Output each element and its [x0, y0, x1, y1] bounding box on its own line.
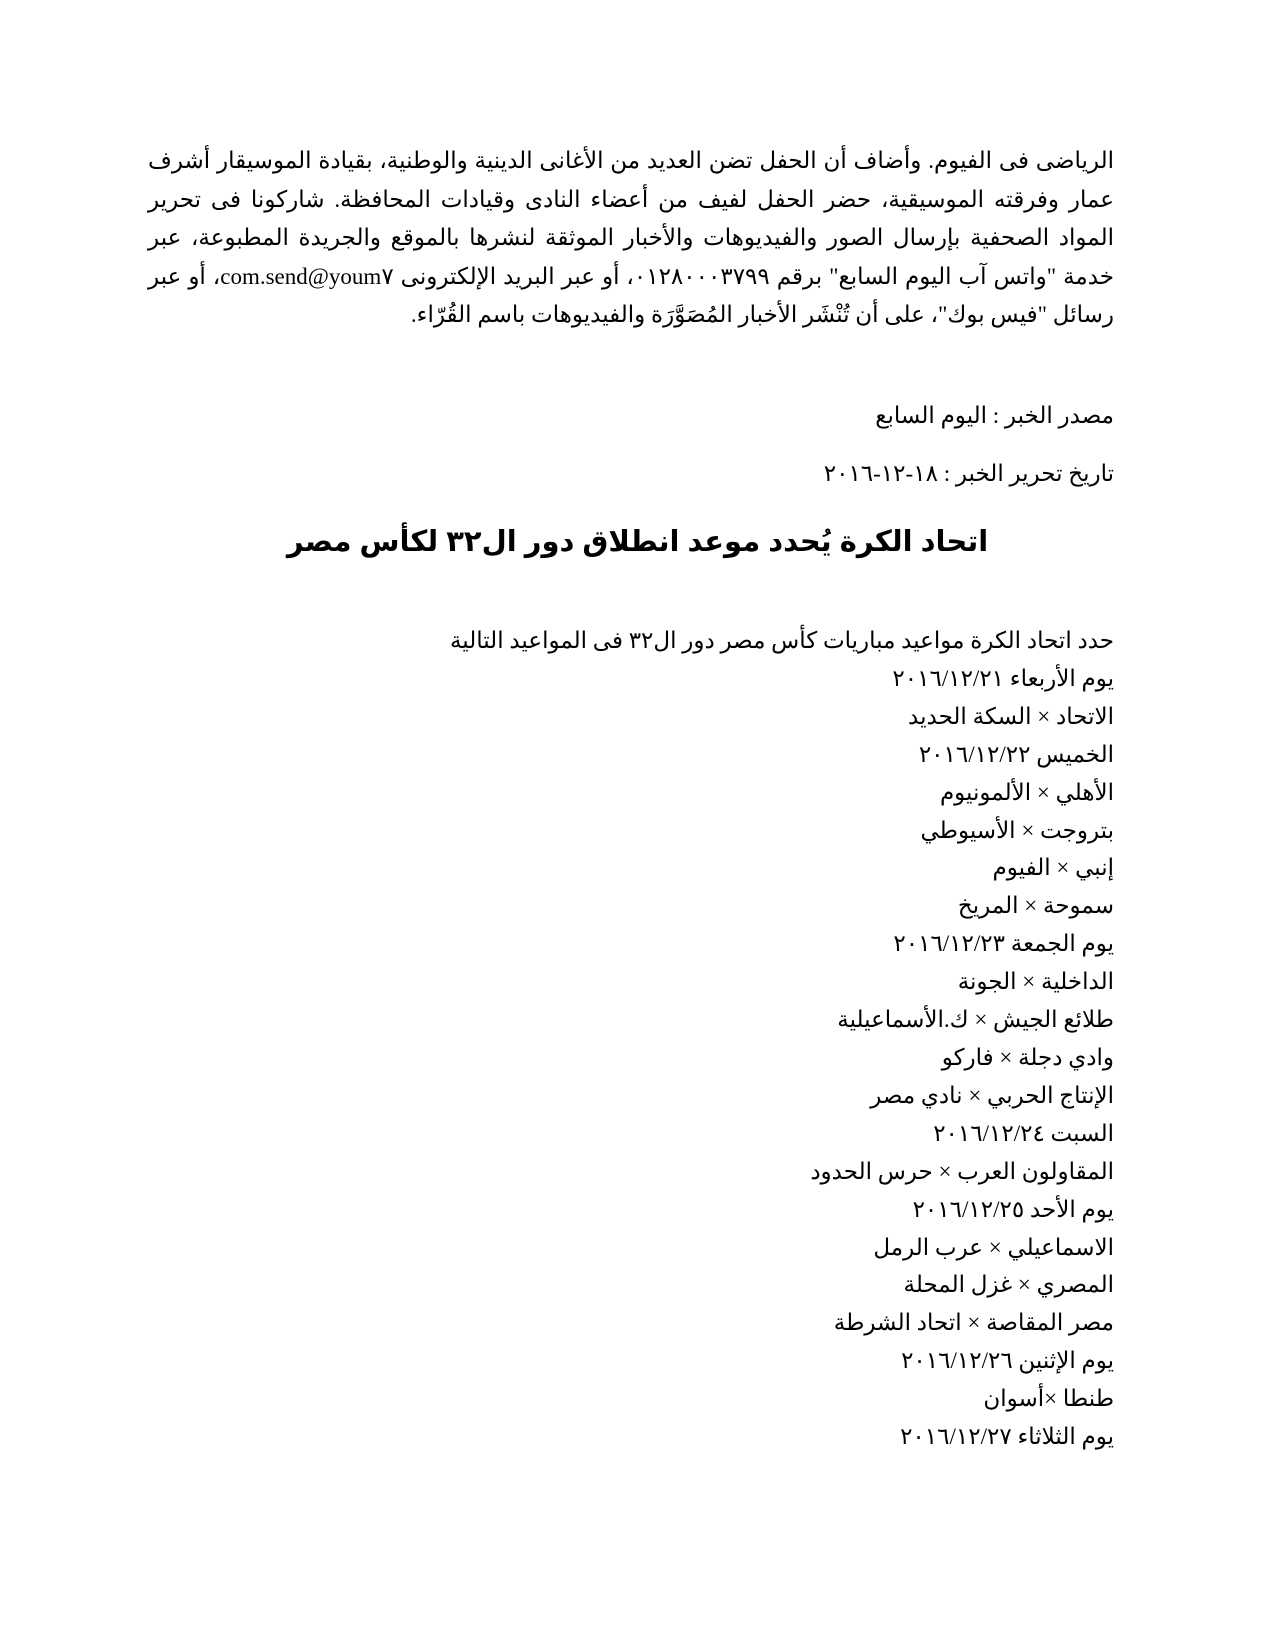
- schedule-match: الداخلية × الجونة: [957, 969, 1114, 995]
- schedule-day: السبت ٢٠١٦/١٢/٢٤: [933, 1120, 1114, 1146]
- schedule-day: الخميس ٢٠١٦/١٢/٢٢: [918, 741, 1114, 767]
- schedule-day: يوم الأربعاء ٢٠١٦/١٢/٢١: [892, 665, 1114, 691]
- news-date-line: تاريخ تحرير الخبر : ١٨-١٢-٢٠١٦: [823, 461, 1114, 486]
- schedule-match: الأهلي × الألمونيوم: [939, 779, 1114, 805]
- article-headline: اتحاد الكرة يُحدد موعد انطلاق دور ال٣٢ لكأس مصر: [286, 526, 989, 558]
- match-schedule: [450, 622, 1114, 1456]
- news-source-line: مصدر الخبر : اليوم السابع: [875, 403, 1114, 428]
- article-paragraph: الرياضى فى الفيوم. وأضاف أن الحفل تضن العديد من الأغانى الدينية والوطنية، بقيادة الموسيقار أشرف عمار وفرقته الموسيقية، حضر الحفل لفيف من أعضاء النادى وقيادات المحافظة. شاركونا فى تحرير المواد الصحفية بإرسال الصور والفيديوهات والأخبار الموثقة لنشرها بالموقع والجريدة المطبوعة، عبر خدمة "واتس آب اليوم السابع" برقم ٠١٢٨٠٠٠٣٧٩٩، أو عبر البريد الإلكترونى send@youm٧.com، أو عبر رسائل "فيس بوك"، على أن تُنْشَر الأخبار المُصَوَّرَة والفيديوهات باسم القُرّاء.: [148, 148, 1115, 327]
- schedule-match: الإنتاج الحربي × نادي مصر: [870, 1082, 1114, 1108]
- schedule-match: الاسماعيلي × عرب الرمل: [873, 1234, 1114, 1260]
- schedule-match: المقاولون العرب × حرس الحدود: [810, 1158, 1114, 1184]
- schedule-match: إنبي × الفيوم: [992, 855, 1114, 881]
- schedule-day: يوم الجمعة ٢٠١٦/١٢/٢٣: [893, 931, 1114, 957]
- schedule-intro: حدد اتحاد الكرة مواعيد مباريات كأس مصر دور ال٣٢ فى المواعيد التالية: [449, 628, 1114, 653]
- schedule-match: الاتحاد × السكة الحديد: [908, 703, 1114, 729]
- schedule-match: بتروجت × الأسيوطي: [920, 817, 1114, 843]
- schedule-day: يوم الأحد ٢٠١٦/١٢/٢٥: [912, 1196, 1114, 1222]
- schedule-match: المصري × غزل المحلة: [903, 1272, 1114, 1298]
- schedule-day: يوم الإثنين ٢٠١٦/١٢/٢٦: [901, 1348, 1114, 1374]
- schedule-match: طلائع الجيش × ك.الأسماعيلية: [837, 1007, 1114, 1033]
- schedule-day: يوم الثلاثاء ٢٠١٦/١٢/٢٧: [900, 1424, 1114, 1450]
- schedule-match: مصر المقاصة × اتحاد الشرطة: [833, 1310, 1114, 1336]
- schedule-match: سموحة × المريخ: [957, 893, 1114, 919]
- schedule-match: وادي دجلة × فاركو: [941, 1044, 1114, 1070]
- schedule-match: طنطا ×أسوان: [983, 1386, 1114, 1412]
